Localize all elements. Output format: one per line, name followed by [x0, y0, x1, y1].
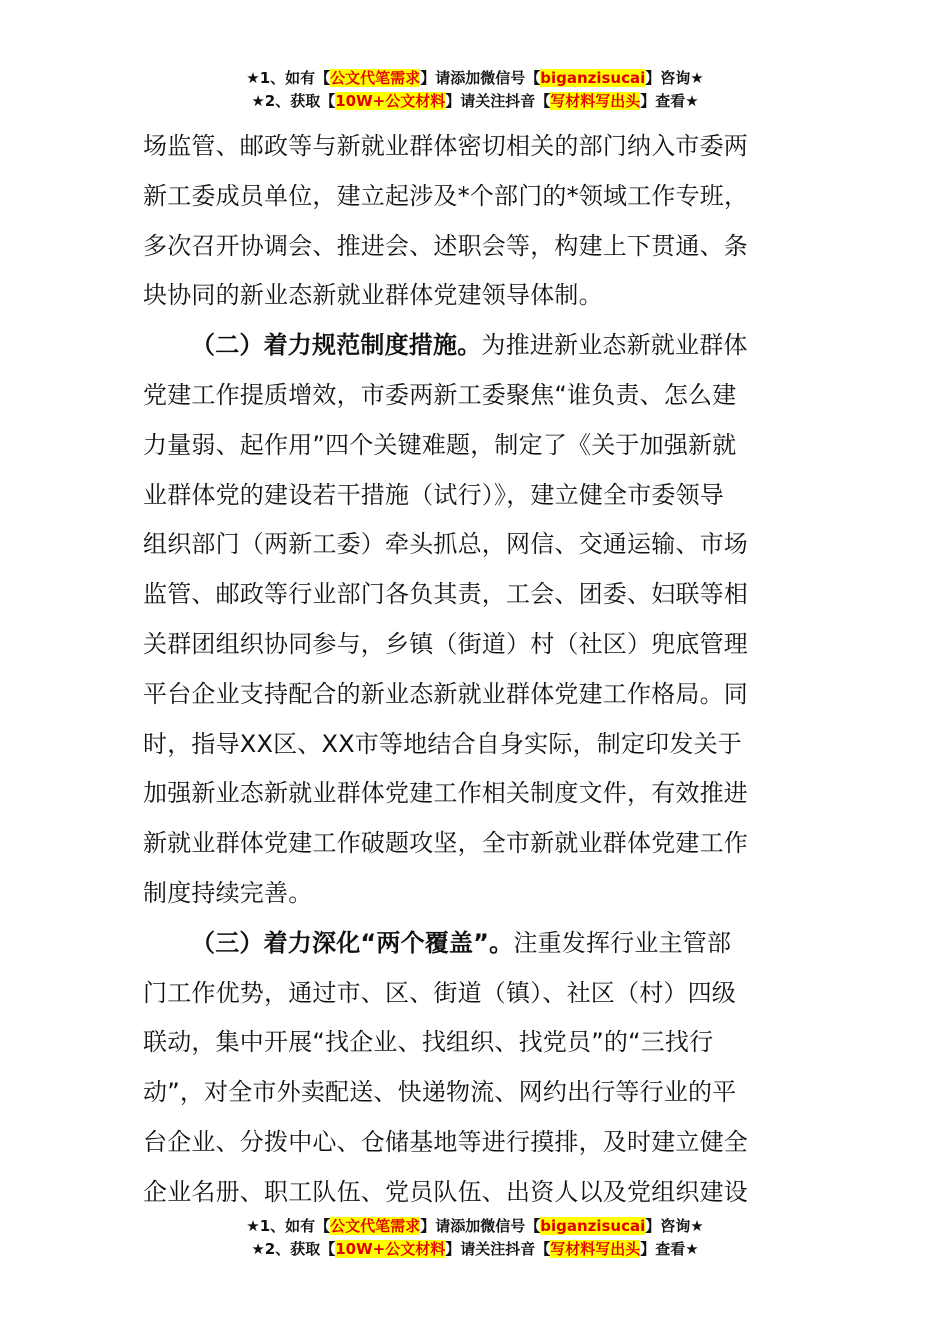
banner-text: 】请添加微信号【: [420, 1217, 541, 1235]
body-line: 关群团组织协同参与，乡镇（街道）村（社区）兜底管理: [143, 629, 748, 658]
banner-text: 】请添加微信号【: [420, 69, 541, 87]
body-line: 制度持续完善。: [143, 878, 313, 907]
section-heading-3: （三）着力深化“两个覆盖”。: [191, 928, 514, 957]
body-line: 块协同的新业态新就业群体党建领导体制。: [143, 281, 603, 310]
body-line: 场监管、邮政等与新就业群体密切相关的部门纳入市委两: [143, 132, 748, 160]
body-line: 平台企业支持配合的新业态新就业群体党建工作格局。同: [143, 679, 748, 708]
banner-text: 】请关注抖音【: [445, 92, 551, 110]
body-line: 党建工作提质增效，市委两新工委聚焦“谁负责、怎么建: [143, 380, 737, 409]
banner-line-1: [0, 1215, 950, 1238]
section-3-first-line: [143, 919, 808, 969]
body-line: 企业名册、职工队伍、党员队伍、出资人以及党组织建设: [143, 1177, 748, 1206]
highlight-service: 公文代笔需求: [330, 1217, 421, 1235]
banner-line-2: [0, 90, 950, 113]
banner-text: 】查看★: [640, 1240, 699, 1258]
document-body: [143, 122, 808, 1218]
highlight-materials: 10W+公文材料: [335, 92, 446, 110]
banner-line-2: [0, 1238, 950, 1261]
body-line: 力量弱、起作用”四个关键难题，制定了《关于加强新就: [143, 430, 737, 459]
body-line: 加强新业态新就业群体党建工作相关制度文件，有效推进: [143, 779, 748, 808]
body-line: 多次召开协调会、推进会、述职会等，构建上下贯通、条: [143, 231, 748, 260]
highlight-wechat-id: biganzisucai: [540, 69, 646, 87]
bottom-banner: [0, 1215, 950, 1261]
body-line: 动”，对全市外卖配送、快递物流、网约出行等行业的平: [143, 1078, 737, 1107]
top-banner: [0, 67, 950, 113]
body-line: 新就业群体党建工作破题攻坚，全市新就业群体党建工作: [143, 829, 748, 858]
body-line: 门工作优势，通过市、区、街道（镇）、社区（村）四级: [143, 978, 736, 1007]
banner-text: 】咨询★: [645, 69, 704, 87]
banner-text: 】查看★: [640, 92, 699, 110]
banner-text: ★2、获取【: [251, 92, 336, 110]
banner-line-1: [0, 67, 950, 90]
highlight-service: 公文代笔需求: [330, 69, 421, 87]
banner-text: 】请关注抖音【: [445, 1240, 551, 1258]
section-2-first-line: [143, 321, 808, 371]
body-line: 组织部门（两新工委）牵头抓总，网信、交通运输、市场: [143, 530, 748, 559]
body-line-tail: 注重发挥行业主管部: [513, 928, 732, 957]
body-line: 联动，集中开展“找企业、找组织、找党员”的“三找行: [143, 1028, 714, 1057]
highlight-wechat-id: biganzisucai: [540, 1217, 646, 1235]
body-line: 新工委成员单位，建立起涉及*个部门的*领域工作专班，: [143, 181, 749, 210]
highlight-douyin: 写材料写出头: [550, 92, 641, 110]
body-line: 监管、邮政等行业部门各负其责，工会、团委、妇联等相: [143, 580, 748, 609]
banner-text: ★1、如有【: [246, 1217, 331, 1235]
body-line: 业群体党的建设若干措施（试行）》，建立健全市委领导: [143, 480, 724, 509]
body-line: 时，指导XX区、XX市等地结合自身实际，制定印发关于: [143, 729, 742, 758]
body-line-tail: 为推进新业态新就业群体: [481, 331, 748, 360]
highlight-materials: 10W+公文材料: [335, 1240, 446, 1258]
highlight-douyin: 写材料写出头: [550, 1240, 641, 1258]
banner-text: ★1、如有【: [246, 69, 331, 87]
banner-text: 】咨询★: [645, 1217, 704, 1235]
section-heading-2: （二）着力规范制度措施。: [191, 331, 482, 360]
banner-text: ★2、获取【: [251, 1240, 336, 1258]
body-line: 台企业、分拨中心、仓储基地等进行摸排，及时建立健全: [143, 1127, 748, 1156]
